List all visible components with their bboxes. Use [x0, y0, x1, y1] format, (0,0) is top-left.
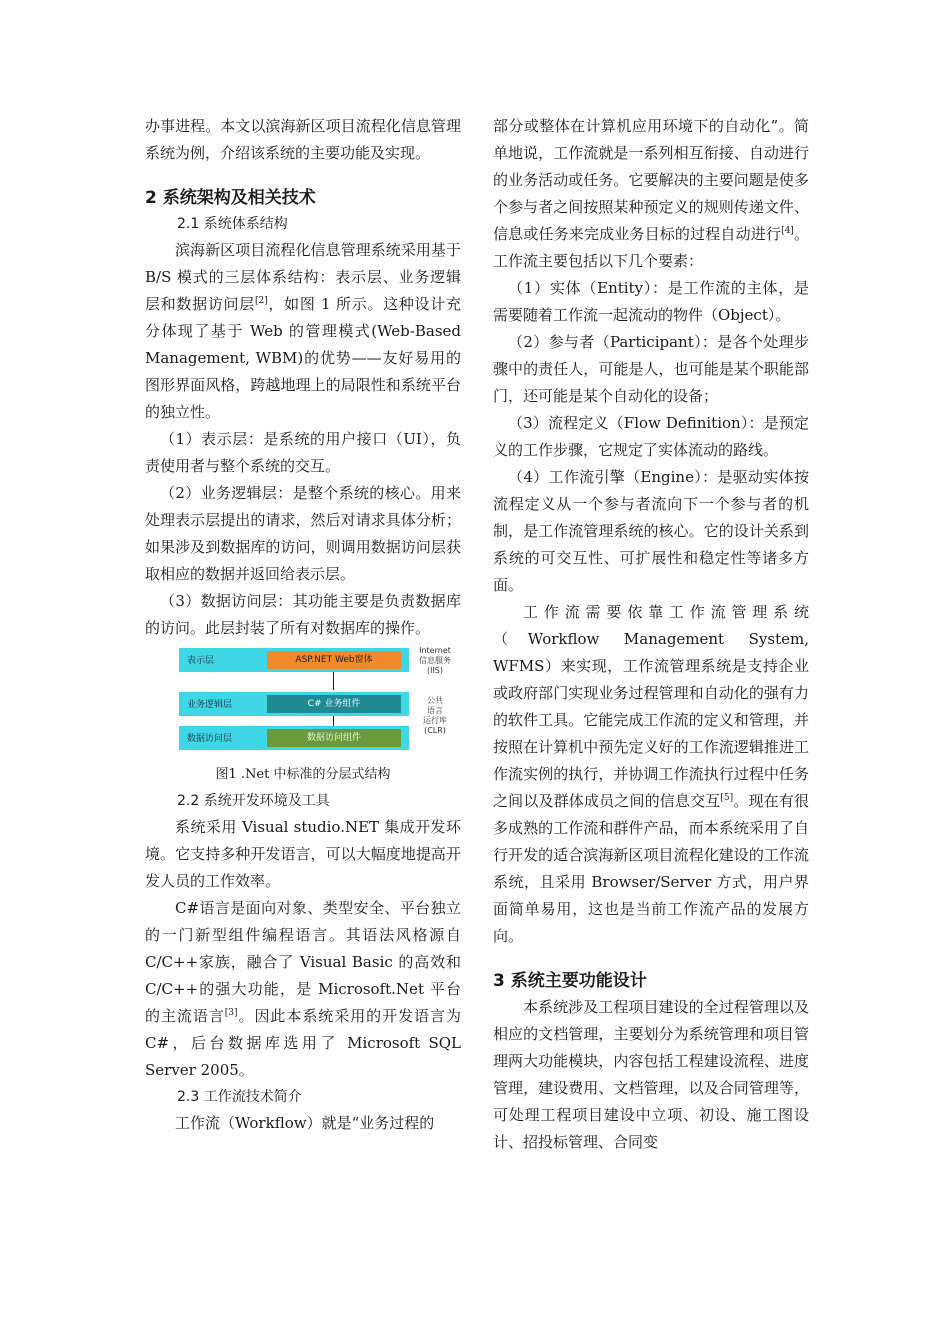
paragraph-participant: （2）参与者（Participant）：是各个处理步骤中的责任人，可能是人，也可能是某个职能部门，还可能是某个自动化的设备；: [493, 333, 809, 405]
iis-label: Internet 信息服务 (IIS): [419, 646, 451, 675]
business-layer-band: [179, 692, 409, 716]
figure-layered-architecture: [179, 646, 459, 758]
paragraph-flow-definition: （3）流程定义（Flow Definition）：是预定义的工作步骤，它规定了实体流动的路线。: [493, 414, 809, 459]
paragraph-main-functions: 本系统涉及工程项目建设的全过程管理以及相应的文档管理，主要划分为系统管理和项目管理两大功能模块，内容包括工程建设流程、进度管理，建设费用、文档管理，以及合同管理等，可处理工程项目建设中立项、初设、施工图设计、招投标管理、合同变: [493, 998, 809, 1151]
paragraph-csharp: C#语言是面向对象、类型安全、平台独立的一门新型组件编程语言。其语法风格源自 C/C++家族，融合了 Visual Basic 的高效和 C/C++的强大功能，是 Microsoft.Net 平台的主流语言[3]。因此本系统采用的开发语言为 C#，后台数据库选用了 Microsoft SQL Server 2005。: [145, 899, 461, 1079]
connector-arrow-1: [333, 672, 334, 690]
data-access-layer-label: 数据访问层: [187, 734, 233, 744]
section-2-heading: 2 系统架构及相关技术: [145, 188, 316, 208]
clr-label: 公共 语言 运行库 (CLR): [423, 696, 447, 735]
left-column: [145, 113, 461, 1137]
citation-4: [4]: [781, 226, 794, 236]
paragraph-data-layer: （3）数据访问层：其功能主要是负责数据库的访问。此层封装了所有对数据库的操作。: [145, 592, 461, 637]
section-2-1-heading: 2.1 系统体系结构: [177, 216, 288, 232]
data-access-components-box: 数据访问组件: [267, 729, 401, 747]
connector-arrow-2: [333, 716, 334, 726]
data-access-layer-band: [179, 726, 409, 750]
figure-1-caption: 图1 .Net 中标准的分层式结构: [215, 767, 391, 782]
citation-5: [5]: [720, 793, 734, 803]
presentation-layer-label: 表示层: [187, 656, 215, 666]
csharp-business-components-box: C# 业务组件: [267, 695, 401, 713]
paragraph-engine: （4）工作流引擎（Engine）：是驱动实体按流程定义从一个参与者流向下一个参与者的机制，是工作流管理系统的核心。它的设计关系到系统的可交互性、可扩展性和稳定性等诸多方面。: [493, 468, 809, 594]
business-layer-label: 业务逻辑层: [187, 700, 233, 710]
paragraph-workflow-intro: 工作流（Workflow）就是“业务过程的: [175, 1114, 435, 1132]
citation-2: [2]: [254, 296, 268, 306]
paragraph-business-layer: （2）业务逻辑层：是整个系统的核心。用来处理表示层提出的请求，然后对请求具体分析；如果涉及到数据库的访问，则调用数据访问层获取相应的数据并返回给表示层。: [145, 484, 461, 583]
section-3-heading: 3 系统主要功能设计: [493, 971, 647, 991]
section-2-2-heading: 2.2 系统开发环境及工具: [177, 793, 330, 809]
paragraph-workflow-definition: 部分或整体在计算机应用环境下的自动化”。简单地说，工作流就是一系列相互衔接、自动进行的业务活动或任务。它要解决的主要问题是使多个参与者之间按照某种预定义的规则传递文件、信息或任务来完成业务目标的过程自动进行[4]。工作流主要包括以下几个要素：: [493, 117, 809, 270]
presentation-layer-band: [179, 648, 409, 672]
paragraph-dev-environment: 系统采用 Visual studio.NET 集成开发环境。它支持多种开发语言，可以大幅度地提高开发人员的工作效率。: [145, 818, 461, 890]
paragraph-wfms: 工作流需要依靠工作流管理系统（Workflow Management System, WFMS）来实现，工作流管理系统是支持企业或政府部门实现业务过程管理和自动化的强有力的软件工具。它能完成工作流的定义和管理，并按照在计算机中预先定义好的工作流逻辑推进工作流实例的执行，并协调工作流执行过程中任务之间以及群体成员之间的信息交互[5]。现在有很多成熟的工作流和群件产品，而本系统采用了自行开发的适合滨海新区项目流程化建设的工作流系统，且采用 Browser/Server 方式，用户界面简单易用，这也是当前工作流产品的发展方向。: [493, 603, 809, 945]
paragraph-presentation-layer: （1）表示层：是系统的用户接口（UI），负责使用者与整个系统的交互。: [145, 430, 461, 475]
intro-paragraph: 办事进程。本文以滨海新区项目流程化信息管理系统为例，介绍该系统的主要功能及实现。: [145, 117, 461, 162]
section-2-3-heading: 2.3 工作流技术简介: [177, 1089, 302, 1105]
right-column: [493, 113, 809, 1156]
paragraph-entity: （1）实体（Entity）：是工作流的主体，是需要随着工作流一起流动的物件（Object）。: [493, 279, 809, 324]
paragraph-architecture: 滨海新区项目流程化信息管理系统采用基于 B/S 模式的三层体系结构：表示层、业务逻辑层和数据访问层[2]，如图 1 所示。这种设计充分体现了基于 Web 的管理模式(Web-Based Management, WBM)的优势——友好易用的图形界面风格，跨越地理上的局限性和系统平台的独立性。: [145, 241, 461, 421]
citation-3: [3]: [224, 1008, 238, 1018]
aspnet-webforms-box: ASP.NET Web窗体: [267, 651, 401, 669]
